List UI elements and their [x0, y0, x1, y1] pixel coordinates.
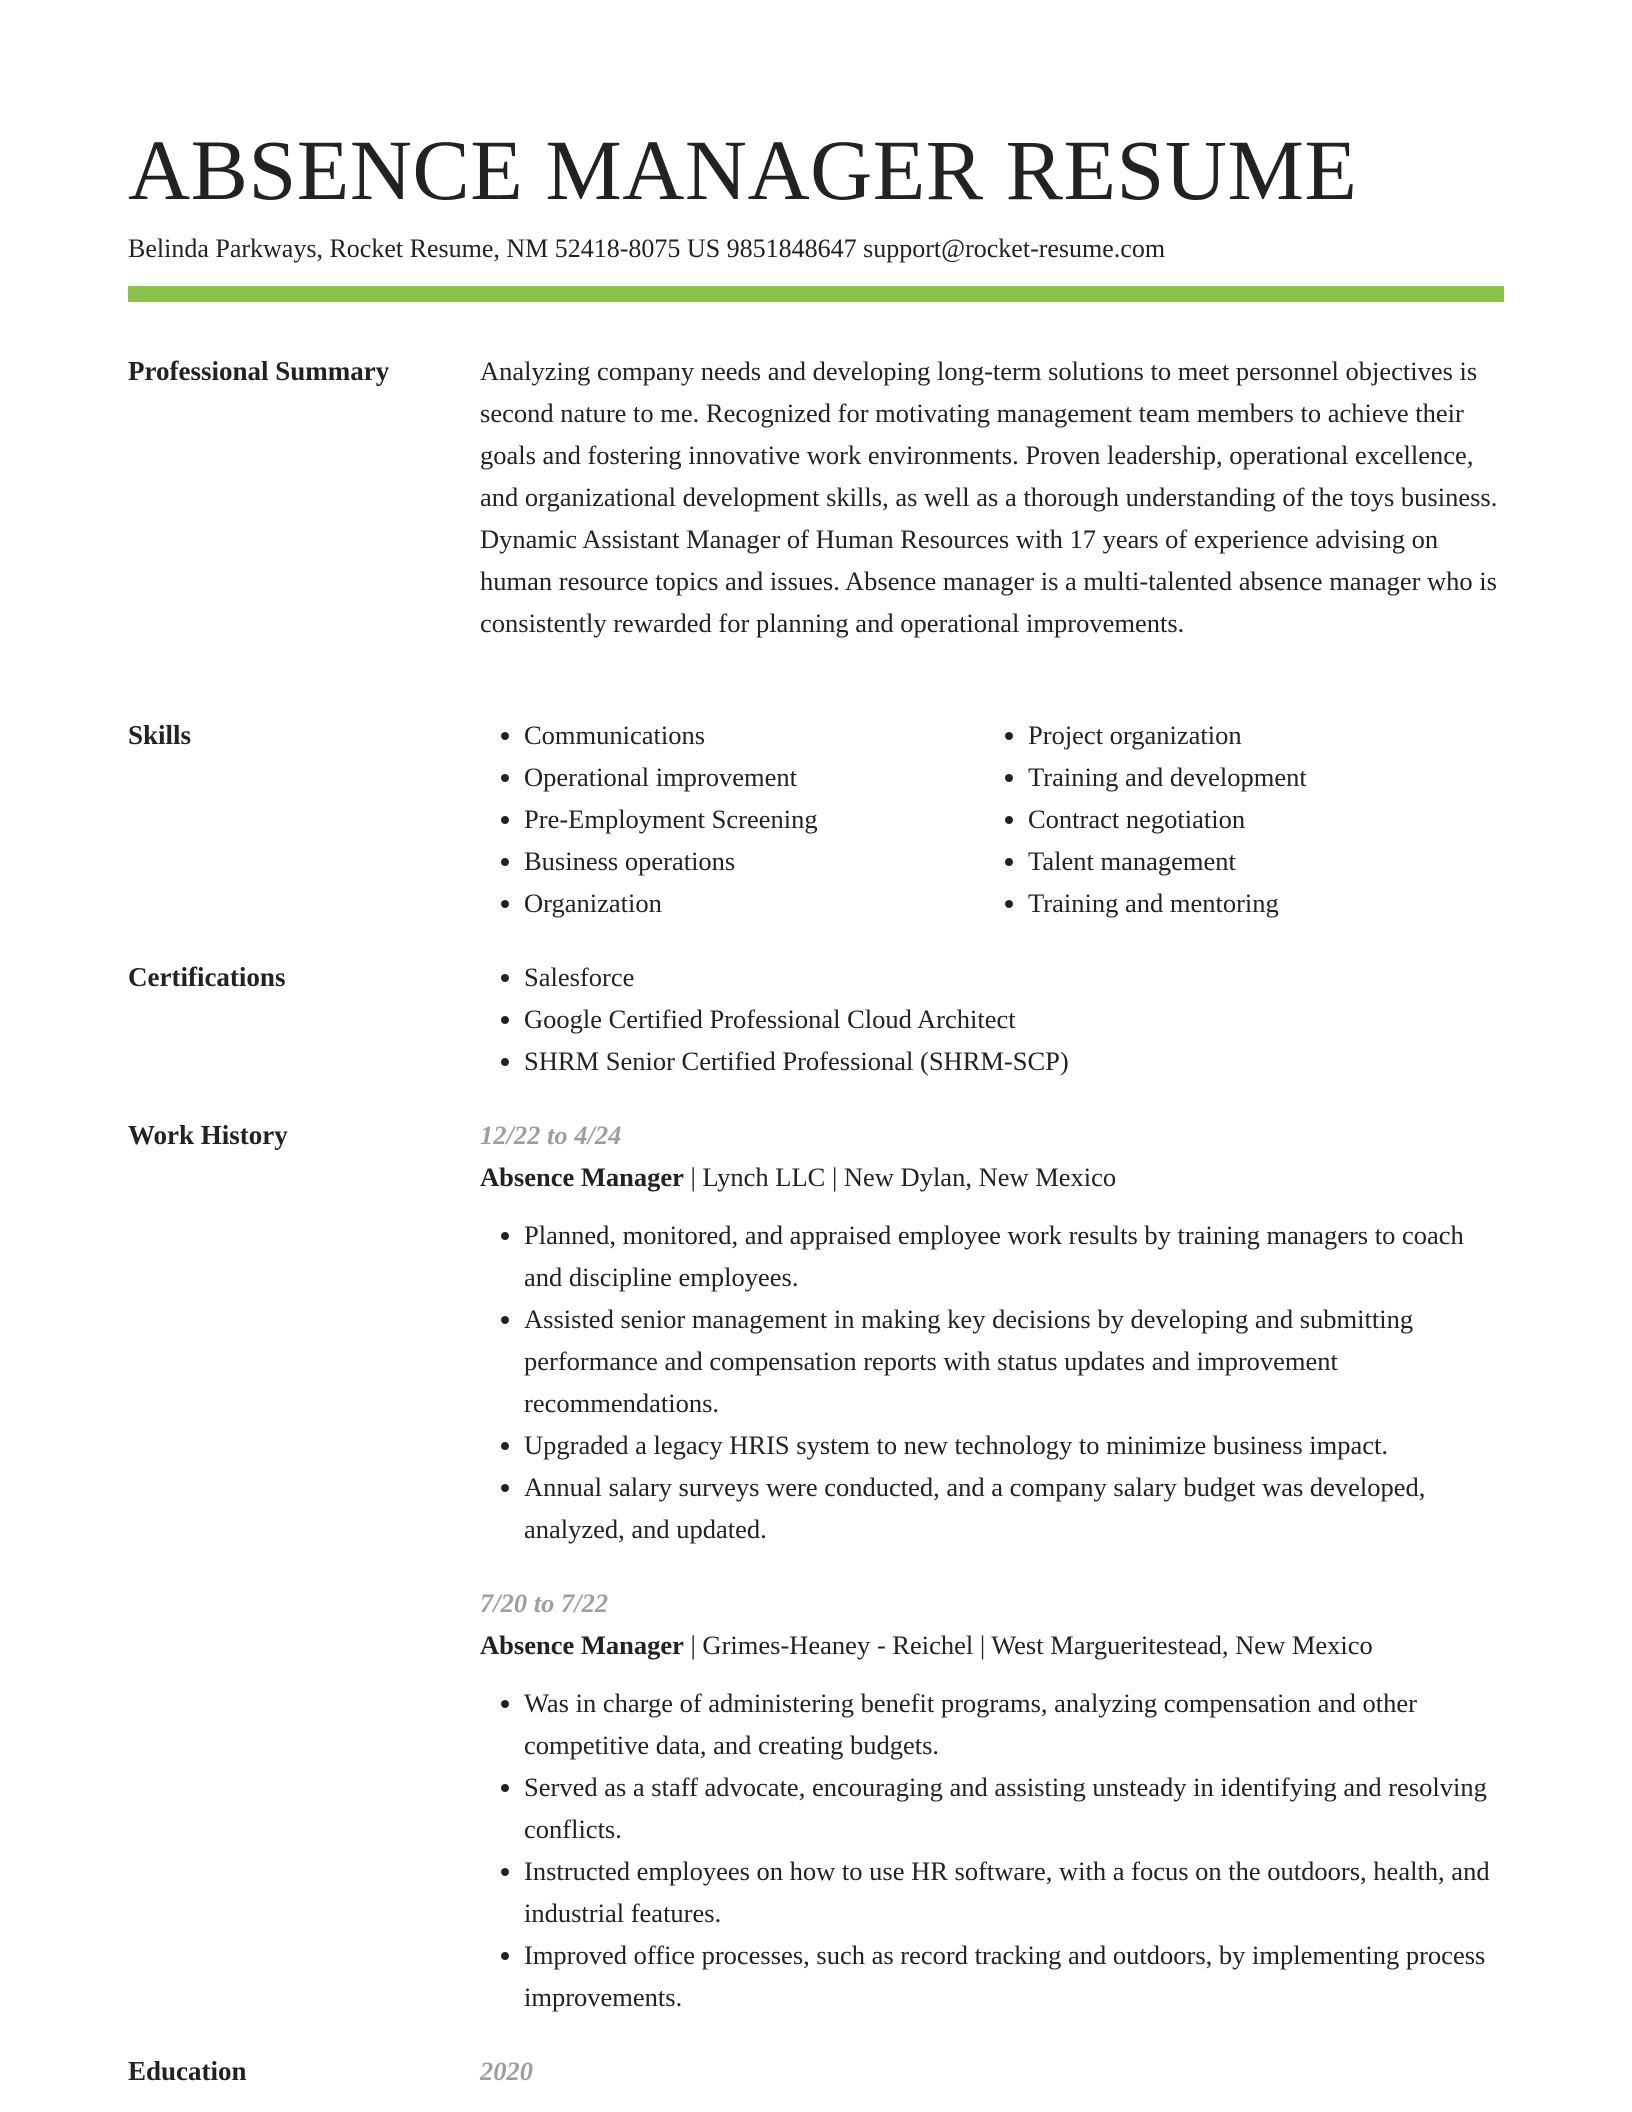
job-bullet: • Improved office processes, such as record tracking and outdoors, by implementing process improvements.: [524, 1934, 1504, 2018]
job-bullet: • Upgraded a legacy HRIS system to new technology to minimize business impact.: [524, 1424, 1504, 1466]
education-heading: Education: [128, 2056, 247, 2086]
education-date: 2020: [480, 2056, 533, 2086]
job-entry: [480, 1114, 1504, 1550]
certification-item: • Salesforce: [524, 956, 1504, 998]
job-entry: [480, 1582, 1504, 2018]
job-details: | Lynch LLC | New Dylan, New Mexico: [683, 1162, 1117, 1192]
skill-item: • Business operations: [524, 840, 984, 882]
job-details: | Grimes-Heaney - Reichel | West Margueritestead, New Mexico: [683, 1630, 1373, 1660]
skill-item: • Training and development: [1028, 756, 1548, 798]
job-heading: [480, 1624, 1504, 1666]
job-bullet: • Planned, monitored, and appraised employee work results by training managers to coach and discipline employees.: [524, 1214, 1504, 1298]
job-title: Absence Manager: [480, 1630, 684, 1660]
job-bullets: [480, 1214, 1504, 1550]
summary-heading: Professional Summary: [128, 356, 390, 386]
skills-heading: Skills: [128, 720, 192, 750]
job-heading: [480, 1156, 1504, 1198]
skill-item: • Project organization: [1028, 714, 1548, 756]
skill-item: • Training and mentoring: [1028, 882, 1548, 924]
job-dates: 7/20 to 7/22: [480, 1588, 609, 1618]
resume-title: ABSENCE MANAGER RESUME: [128, 122, 1358, 218]
certifications-heading: Certifications: [128, 962, 286, 992]
job-title: Absence Manager: [480, 1162, 684, 1192]
summary-text: Analyzing company needs and developing long-term solutions to meet personnel objectives is second nature to me. Recognized for motivating management team members to achieve their goals and fostering innovative work environments. Proven leadership, operational excellence, and organizational development skills, as well as a thorough understanding of the toys business. Dynamic Assistant Manager of Human Resources with 17 years of experience advising on human resource topics and issues. Absence manager is a multi-talented absence manager who is consistently rewarded for planning and operational improvements.: [480, 356, 1498, 638]
job-bullet: • Annual salary surveys were conducted, and a company salary budget was developed, analyzed, and updated.: [524, 1466, 1504, 1550]
skills-columns: [480, 714, 1504, 924]
work-history-heading: Work History: [128, 1120, 288, 1150]
skill-item: • Organization: [524, 882, 984, 924]
skills-list-right: [984, 714, 1548, 924]
certification-item: • Google Certified Professional Cloud Architect: [524, 998, 1504, 1040]
certifications-list: [480, 956, 1504, 1082]
accent-divider: [128, 286, 1504, 302]
skill-item: • Operational improvement: [524, 756, 984, 798]
skill-item: • Pre-Employment Screening: [524, 798, 984, 840]
skill-item: • Talent management: [1028, 840, 1548, 882]
certification-item: • SHRM Senior Certified Professional (SHRM-SCP): [524, 1040, 1504, 1082]
skill-item: • Communications: [524, 714, 984, 756]
skill-item: • Contract negotiation: [1028, 798, 1548, 840]
job-dates: 12/22 to 4/24: [480, 1120, 622, 1150]
job-bullet: • Instructed employees on how to use HR software, with a focus on the outdoors, health, and industrial features.: [524, 1850, 1504, 1934]
job-bullet: • Served as a staff advocate, encouraging and assisting unsteady in identifying and resolving conflicts.: [524, 1766, 1504, 1850]
contact-line: Belinda Parkways, Rocket Resume, NM 52418-8075 US 9851848647 support@rocket-resume.com: [128, 234, 1166, 263]
job-bullet: • Assisted senior management in making key decisions by developing and submitting performance and compensation reports with status updates and improvement recommendations.: [524, 1298, 1504, 1424]
job-bullets: [480, 1682, 1504, 2018]
job-bullet: • Was in charge of administering benefit programs, analyzing compensation and other competitive data, and creating budgets.: [524, 1682, 1504, 1766]
skills-list-left: [480, 714, 984, 924]
